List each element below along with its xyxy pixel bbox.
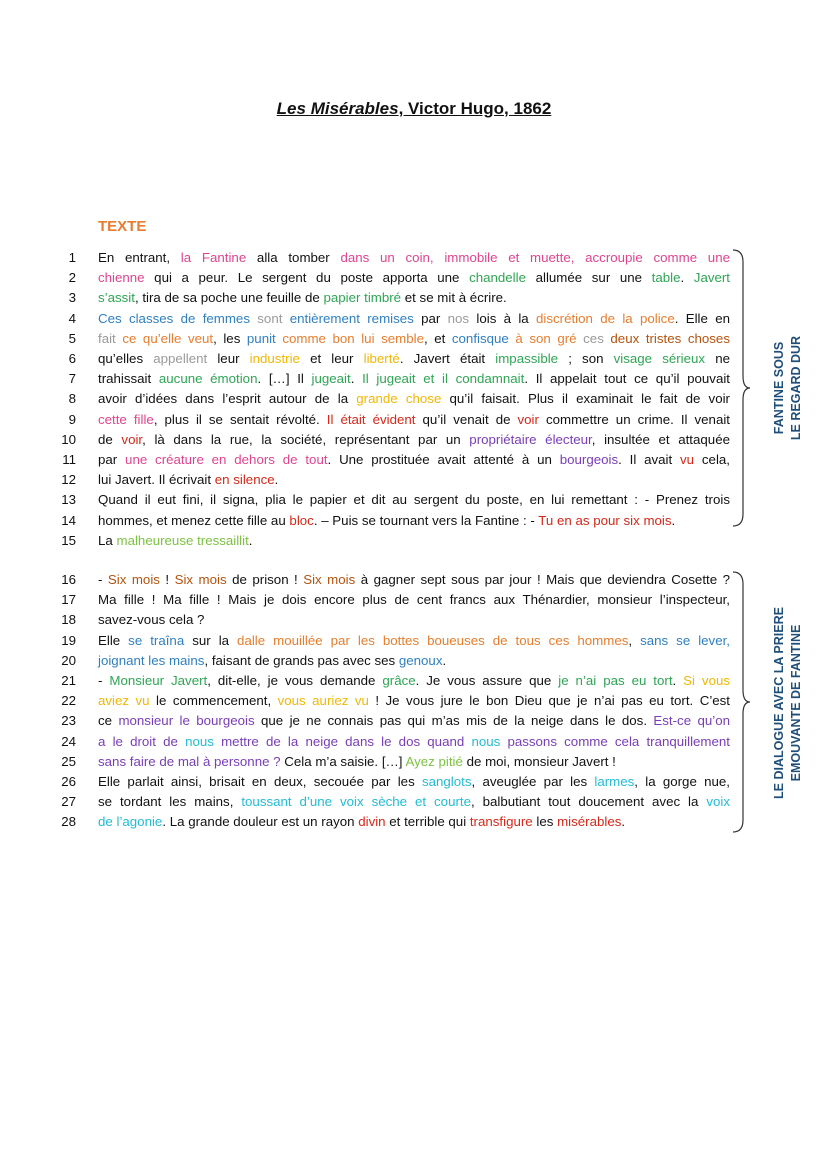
- text-segment: et leur: [299, 351, 364, 366]
- text-segment: ! Je vous jure le bon Dieu que je n’ai pas eu tort. C’est: [368, 693, 731, 709]
- line-text: [98, 268, 730, 288]
- text-segment: se tordant les mains,: [98, 794, 242, 810]
- line-number: 15: [61, 532, 76, 548]
- highlight-cyan: voix: [706, 794, 730, 810]
- text-segment: , là dans la rue, la société, représentant par un: [142, 431, 470, 447]
- side-label-part-two-line-2: EMOUVANTE DE FANTINE: [789, 624, 803, 782]
- highlight-pink: une créature en dehors de tout: [125, 452, 328, 467]
- text-segment: ,: [628, 632, 641, 648]
- title-author-year: , Victor Hugo, 1862: [398, 99, 552, 118]
- text-segment: .: [350, 371, 363, 387]
- highlight-blue: confisque: [451, 330, 509, 346]
- highlight-gray: sont: [249, 310, 290, 326]
- line-text: [98, 772, 730, 792]
- text-segment: , dit-elle, je vous demande: [207, 673, 383, 688]
- line-number: 16: [61, 572, 76, 587]
- highlight-gray: nos: [447, 310, 470, 326]
- text-segment: . Il appelait tout ce qu’il pouvait: [524, 371, 731, 387]
- highlight-yellow: aviez vu: [98, 693, 150, 709]
- text-segment: Ma fille ! Ma fille ! Mais je dois encore plus de cent francs aux Thénardier, monsieur l’inspecteur,: [98, 592, 730, 608]
- text-segment: .: [672, 673, 684, 688]
- line-text: [98, 349, 730, 369]
- text-segment: !: [159, 572, 175, 587]
- highlight-green: table: [651, 270, 681, 286]
- line-number: 19: [61, 632, 76, 648]
- text-segment: , insultée et attaquée: [591, 431, 730, 447]
- highlight-green: Javert: [693, 270, 731, 286]
- line-number: 26: [61, 774, 76, 789]
- highlight-orange: à son gré: [508, 330, 577, 346]
- highlight-green: chandelle: [469, 270, 526, 286]
- highlight-yellow: liberté: [363, 351, 400, 366]
- text-segment: , et: [423, 330, 452, 346]
- text-segment: ; son: [558, 351, 614, 366]
- highlight-purple: sans faire de mal à personne ?: [98, 753, 281, 769]
- text-segment: qu’il faisait. Plus il examinait le fait de voir: [441, 391, 730, 407]
- line-text: [98, 570, 730, 590]
- line-number: 5: [68, 330, 76, 346]
- text-segment: .: [621, 814, 626, 830]
- side-label-part-one-line-1: FANTINE SOUS: [772, 341, 786, 435]
- text-segment: . Il avait: [618, 452, 681, 467]
- highlight-green: Il jugeait et il condamnait: [362, 371, 525, 387]
- text-segment: .: [248, 532, 253, 548]
- text-segment: allumée sur une: [526, 270, 652, 286]
- highlight-orange: discrétion de la police: [536, 310, 675, 326]
- text-segment: . La grande douleur est un rayon: [162, 814, 359, 830]
- text-segment: avoir d’idées dans l’esprit autour de la: [98, 391, 357, 407]
- text-segment: , faisant de grands pas avec ses: [204, 652, 399, 668]
- highlight-red: misérables: [557, 814, 622, 830]
- text-segment: .: [442, 652, 447, 668]
- line-text: [98, 369, 730, 389]
- line-text: [98, 792, 730, 812]
- text-segment: sur la: [184, 632, 238, 648]
- text-segment: , la gorge nue,: [634, 774, 730, 789]
- text-segment: . […] Il: [257, 371, 312, 387]
- side-label-part-one: [771, 308, 811, 468]
- highlight-green: jugeait: [311, 371, 351, 387]
- highlight-yellow: industrie: [249, 351, 300, 366]
- highlight-purple: monsieur le bourgeois: [118, 713, 255, 729]
- text-segment: trahissait: [98, 371, 159, 387]
- line-number: 25: [61, 753, 76, 769]
- line-text: [98, 470, 730, 490]
- highlight-blue: genoux: [398, 652, 443, 668]
- line-number: 4: [68, 310, 76, 326]
- highlight-brown: deux tristes choses: [603, 330, 730, 346]
- highlight-purple: Est-ce qu’on: [653, 713, 731, 729]
- text-segment: Elle parlait ainsi, brisait en deux, secouée par les: [98, 774, 422, 789]
- line-number: 12: [61, 472, 76, 488]
- line-number: 9: [68, 411, 76, 427]
- text-segment: , balbutiant tout doucement avec la: [470, 794, 707, 810]
- highlight-blue: punit: [246, 330, 276, 346]
- line-text: [98, 430, 730, 450]
- text-segment: de: [98, 431, 122, 447]
- highlight-green: Monsieur Javert: [109, 673, 208, 688]
- text-segment: par: [98, 452, 126, 467]
- highlight-pink: la Fantine: [180, 250, 247, 265]
- highlight-orange: dalle mouillée par les bottes boueuses de tous ces hommes: [237, 632, 629, 648]
- highlight-blue: entièrement remises: [289, 310, 414, 326]
- line-number: 6: [68, 351, 76, 366]
- highlight-cyan: sanglots: [421, 774, 472, 789]
- highlight-red: bloc: [289, 512, 314, 528]
- highlight-purple: bourgeois: [559, 452, 619, 467]
- text-segment: lois à la: [469, 310, 537, 326]
- brace-part-one: [731, 248, 751, 528]
- line-number: 22: [61, 693, 76, 709]
- text-segment: Elle: [98, 632, 129, 648]
- highlight-cyan: toussant d’une voix sèche et courte: [241, 794, 471, 810]
- text-segment: savez-vous cela ?: [98, 612, 205, 628]
- line-text: [98, 631, 730, 651]
- line-number: 20: [61, 652, 76, 668]
- highlight-green: papier timbré: [323, 290, 402, 306]
- highlight-red: voir: [121, 431, 143, 447]
- line-text: [98, 691, 730, 711]
- highlight-red: vu: [680, 452, 695, 467]
- text-segment: et terrible qui: [385, 814, 470, 830]
- line-number: 1: [68, 250, 76, 265]
- text-segment: cela,: [694, 452, 730, 467]
- highlight-blue: se traîna: [128, 632, 185, 648]
- line-number: 24: [61, 733, 76, 749]
- text-segment: ce: [98, 713, 119, 729]
- line-text: [98, 511, 730, 531]
- line-text: [98, 531, 730, 551]
- text-segment: Cela m’a saisie. […]: [280, 753, 406, 769]
- highlight-blue: sans se lever,: [640, 632, 730, 648]
- text-segment: à gagner sept sous par jour ! Mais que deviendra Cosette ?: [355, 572, 730, 587]
- side-label-part-two-line-1: LE DIALOGUE AVEC LA PRIERE: [772, 607, 786, 799]
- title-book: Les Misérables: [276, 99, 399, 118]
- line-number: 28: [61, 814, 76, 830]
- line-number: 11: [62, 452, 76, 467]
- highlight-green: grâce: [382, 673, 416, 688]
- highlight-green: impassible: [495, 351, 559, 366]
- line-text: [98, 450, 730, 470]
- page-title: [0, 99, 828, 119]
- line-number: 21: [61, 673, 76, 688]
- line-text: [98, 410, 730, 430]
- text-segment: .: [671, 512, 676, 528]
- side-label-part-one-line-2: LE REGARD DUR: [789, 335, 803, 441]
- line-text: [98, 309, 730, 329]
- text-segment: -: [98, 572, 108, 587]
- line-number: 18: [61, 612, 76, 628]
- highlight-pink: chienne: [98, 270, 145, 286]
- highlight-cyan: de l’agonie: [98, 814, 163, 830]
- line-text: [98, 590, 730, 610]
- highlight-blue: Ces classes de femmes: [98, 310, 250, 326]
- text-segment: lui Javert. Il écrivait: [98, 472, 215, 488]
- text-segment: . Une prostituée avait attenté à un: [327, 452, 560, 467]
- text-segment: alla tomber: [246, 250, 341, 265]
- highlight-green: visage sérieux: [613, 351, 706, 366]
- highlight-yellow: grande chose: [356, 391, 442, 407]
- text-segment: les: [532, 814, 558, 830]
- highlight-green: je n’ai pas eu tort: [558, 673, 673, 688]
- text-segment: qu’il venait de: [415, 411, 518, 427]
- text-segment: . Elle en: [674, 310, 730, 326]
- line-text: [98, 812, 730, 832]
- highlight-pink: dans un coin, immobile et muette, accroupie comme une: [340, 250, 730, 265]
- line-number: 7: [68, 371, 76, 387]
- highlight-cyan: nous: [185, 733, 214, 749]
- highlight-orange: ce qu’elle veut: [115, 330, 214, 346]
- highlight-orange: comme bon lui semble: [275, 330, 424, 346]
- highlight-green: aucune émotion: [158, 371, 258, 387]
- line-text: [98, 329, 730, 349]
- text-segment: , les: [213, 330, 247, 346]
- line-number: 10: [61, 431, 76, 447]
- text-segment: En entrant,: [98, 250, 181, 265]
- highlight-cyan: larmes: [594, 774, 635, 789]
- text-segment: leur: [207, 351, 250, 366]
- highlight-cyan: nous: [471, 733, 501, 749]
- text-segment: ne: [705, 351, 731, 366]
- highlight-red: divin: [358, 814, 386, 830]
- highlight-lime: Ayez pitié: [405, 753, 463, 769]
- line-text: [98, 248, 730, 268]
- text-segment: , aveuglée par les: [471, 774, 595, 789]
- line-number: 8: [68, 391, 76, 407]
- line-number: 23: [61, 713, 76, 729]
- highlight-purple: a le droit de: [98, 733, 186, 749]
- text-segment: , tira de sa poche une feuille de: [134, 290, 324, 306]
- highlight-blue: joignant les mains: [98, 652, 205, 668]
- highlight-brown: Six mois: [303, 572, 356, 587]
- highlight-red: voir: [517, 411, 539, 427]
- text-segment: de prison !: [226, 572, 304, 587]
- highlight-red: en silence: [214, 472, 275, 488]
- highlight-yellow: vous auriez vu: [277, 693, 369, 709]
- text-segment: hommes, et menez cette fille au: [98, 512, 290, 528]
- text-segment: -: [98, 673, 110, 688]
- side-label-part-two: [771, 563, 811, 843]
- section-heading: TEXTE: [98, 218, 147, 235]
- highlight-purple: passons comme cela tranquillement: [500, 733, 730, 749]
- line-number: 27: [61, 794, 76, 810]
- line-text: [98, 671, 730, 691]
- text-segment: . – Puis se tournant vers la Fantine : -: [313, 512, 539, 528]
- text-segment: qu’elles: [98, 351, 154, 366]
- line-text: [98, 490, 730, 510]
- highlight-red: Tu en as pour six mois: [538, 512, 672, 528]
- text-segment: et se mit à écrire.: [401, 290, 507, 306]
- text-segment: commettre un crime. Il venait: [538, 411, 730, 427]
- text-segment: le commencement,: [149, 693, 278, 709]
- text-segment: . Javert était: [399, 351, 496, 366]
- highlight-red: transfigure: [469, 814, 533, 830]
- highlight-gray: appellent: [153, 351, 208, 366]
- highlight-green: s’assit: [98, 290, 135, 306]
- line-text: [98, 651, 730, 671]
- line-text: [98, 389, 730, 409]
- highlight-gray: ces: [576, 330, 604, 346]
- highlight-brown: Six mois: [107, 572, 160, 587]
- highlight-brown: Six mois: [174, 572, 227, 587]
- text-segment: , plus il se sentait révolté.: [153, 411, 327, 427]
- brace-part-two: [731, 570, 751, 834]
- text-segment: de moi, monsieur Javert !: [462, 753, 616, 769]
- line-number: 14: [61, 512, 76, 528]
- line-text: [98, 288, 730, 308]
- line-number: 2: [68, 270, 76, 286]
- highlight-purple: mettre de la neige dans le dos quand: [213, 733, 472, 749]
- text-segment: qui a peur. Le sergent du poste apporta une: [144, 270, 470, 286]
- highlight-gray: fait: [98, 330, 116, 346]
- text-segment: par: [413, 310, 448, 326]
- line-text: [98, 732, 730, 752]
- text-segment: . Je vous assure que: [415, 673, 559, 688]
- highlight-lime: malheureuse tressaillit: [116, 532, 249, 548]
- highlight-red: Il était évident: [326, 411, 416, 427]
- text-segment: Quand il eut fini, il signa, plia le papier et dit au sergent du poste, en lui remettant : - Prenez trois: [98, 492, 730, 508]
- text-segment: .: [680, 270, 694, 286]
- line-number: 17: [61, 592, 76, 608]
- line-number: 13: [61, 492, 76, 508]
- line-number: 3: [68, 290, 76, 306]
- highlight-pink: cette fille: [98, 411, 154, 427]
- highlight-purple: propriétaire électeur: [469, 431, 592, 447]
- line-text: [98, 752, 730, 772]
- highlight-yellow: Si vous: [683, 673, 731, 688]
- line-text: [98, 711, 730, 731]
- line-text: [98, 610, 730, 630]
- text-segment: La: [98, 532, 117, 548]
- text-segment: .: [274, 472, 279, 488]
- text-segment: que je ne connais pas qui m’as mis de la neige dans le dos.: [254, 713, 654, 729]
